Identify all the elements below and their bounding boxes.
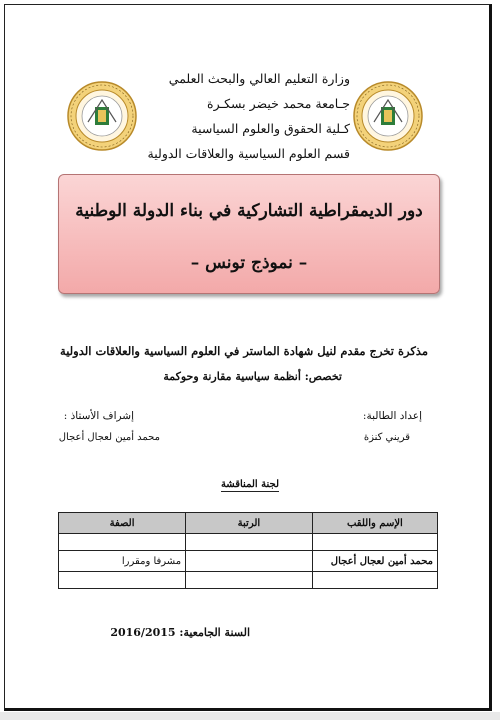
table-cell	[59, 572, 186, 589]
memo-description: مذكرة تخرج مقدم لنيل شهادة الماستر في العلوم السياسية والعلاقات الدولية	[60, 344, 428, 358]
institution-header	[140, 66, 350, 166]
table-cell	[186, 551, 313, 572]
university-line: جـامعة محمد خيضر بسكـرة	[207, 96, 350, 111]
faculty-line: كـلية الحقوق والعلوم السياسية	[191, 121, 350, 136]
thesis-title-box	[58, 174, 440, 294]
table-cell: محمد أمين لعجال أعجال	[312, 551, 437, 572]
supervisor-label: إشراف الأستاذ :	[63, 410, 134, 422]
committee-title: لجنة المناقشة	[220, 479, 280, 490]
page-bottom-bar	[0, 712, 500, 720]
university-emblem-right-icon	[352, 80, 424, 152]
specialization: تخصص: أنظمة سياسية مقارنة وحوكمة	[163, 370, 342, 383]
header-rank: الرتبة	[186, 513, 313, 534]
table-cell	[186, 534, 313, 551]
table-cell	[312, 534, 437, 551]
header-name: الإسم واللقب	[312, 513, 437, 534]
academic-year: السنة الجامعية: 2016/2015	[110, 626, 250, 639]
university-emblem-left-icon	[66, 80, 138, 152]
table-row	[59, 534, 438, 551]
table-cell	[186, 572, 313, 589]
department-line: قسم العلوم السياسية والعلاقات الدولية	[147, 146, 350, 161]
table-cell	[312, 572, 437, 589]
table-cell: مشرفا ومقررا	[59, 551, 186, 572]
header-role: الصفة	[59, 513, 186, 534]
ministry-line: وزارة التعليم العالي والبحث العلمي	[168, 71, 350, 86]
table-cell	[59, 534, 186, 551]
thesis-subtitle: – نموذج تونس –	[190, 253, 308, 273]
committee-table	[58, 512, 438, 589]
supervisor-name: محمد أمين لعجال أعجال	[58, 432, 160, 443]
student-label: إعداد الطالبة:	[362, 410, 422, 422]
table-row	[59, 551, 438, 572]
student-name: قريني كنزة	[363, 432, 410, 443]
table-header-row	[59, 513, 438, 534]
table-row	[59, 572, 438, 589]
thesis-title: دور الديمقراطية التشاركية في بناء الدولة الوطنية	[75, 201, 423, 221]
